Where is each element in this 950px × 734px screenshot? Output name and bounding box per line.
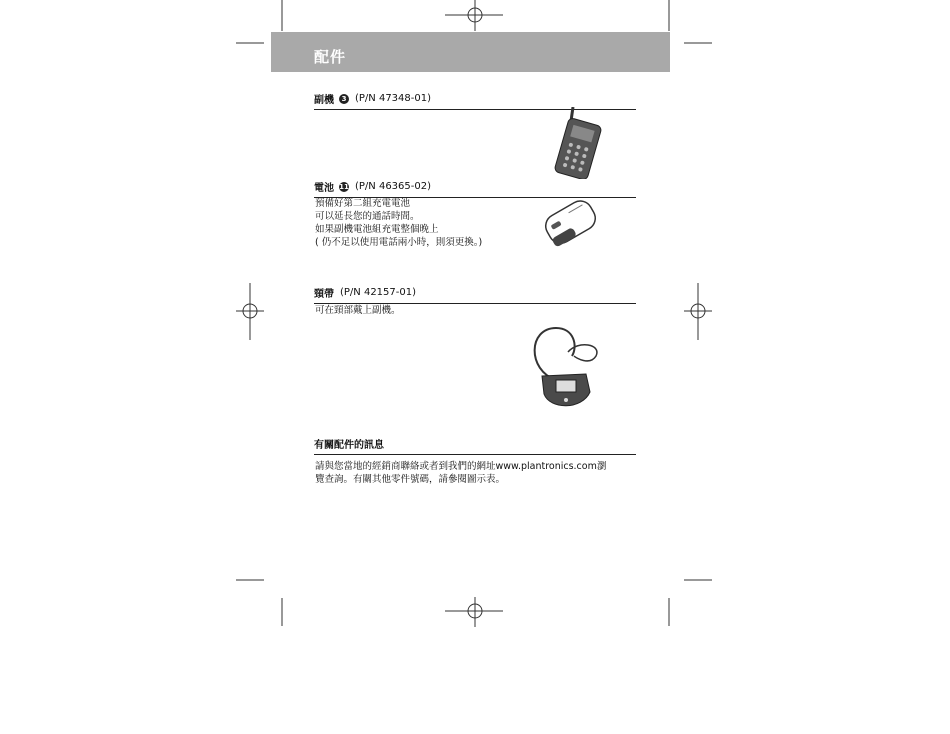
part-number: (P/N 46365-02) xyxy=(355,181,432,192)
part-number: (P/N 47348-01) xyxy=(355,93,432,104)
text-line: 如果副機電池組充電整個晚上 xyxy=(315,224,439,235)
neck-strap-description xyxy=(315,304,401,317)
section-title: 頸帶 xyxy=(314,289,334,300)
callout-number-badge: 3 xyxy=(339,94,349,104)
accessory-info-text xyxy=(315,460,606,486)
neck-strap-icon xyxy=(522,322,604,412)
handset-icon xyxy=(545,107,607,179)
section-title: 電池 xyxy=(314,183,334,194)
callout-number-badge: 11 xyxy=(339,182,349,191)
text-line: 可以延長您的通話時間。 xyxy=(315,211,420,222)
text-line: 可在頸部戴上副機。 xyxy=(315,305,401,316)
battery-description xyxy=(315,197,482,249)
section-heading-neck-strap xyxy=(314,285,636,304)
section-title: 副機 xyxy=(314,95,334,106)
text-line: ( 仍不足以使用電話兩小時，則須更換。) xyxy=(315,237,483,248)
chapter-title: 配件 xyxy=(314,48,347,66)
text-line: 請與您當地的經銷商聯絡或者到我們的網址www.plantronics.com瀏 xyxy=(315,461,607,472)
text-line: 覽查詢。有關其他零件號碼，請參閱圖示表。 xyxy=(315,474,506,485)
section-title: 有關配件的訊息 xyxy=(314,440,384,451)
section-heading-accessory-info xyxy=(314,436,636,455)
chapter-header xyxy=(271,32,670,72)
battery-icon xyxy=(538,193,604,253)
part-number: (P/N 42157-01) xyxy=(340,287,417,298)
text-line: 預備好第二組充電電池 xyxy=(315,198,411,209)
